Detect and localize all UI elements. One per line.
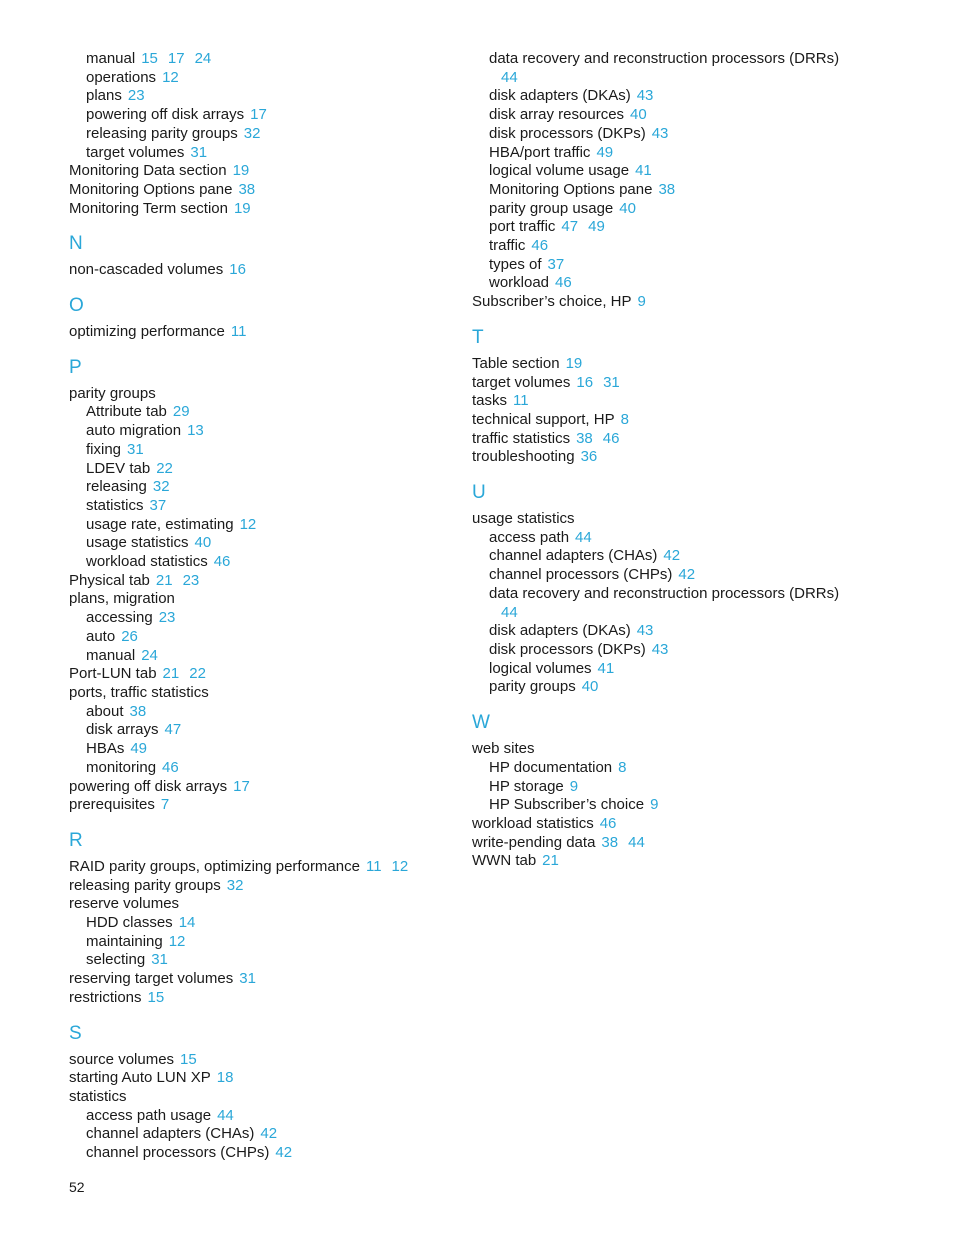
page-link[interactable]: 46 xyxy=(599,814,617,832)
page-link[interactable]: 37 xyxy=(547,255,565,273)
index-entry xyxy=(69,665,469,684)
index-term: data recovery and reconstruction processors (DRRs) xyxy=(489,584,840,602)
page-link[interactable]: 9 xyxy=(650,796,659,814)
index-term: powering off disk arrays xyxy=(86,106,245,124)
index-subentry xyxy=(69,914,469,933)
index-term: restrictions xyxy=(69,988,142,1006)
page-link[interactable]: 18 xyxy=(216,1069,234,1087)
page-link[interactable]: 13 xyxy=(187,422,204,440)
index-term: data recovery and reconstruction processors (DRRs) xyxy=(489,50,840,67)
page-link[interactable]: 41 xyxy=(635,162,652,180)
page-link[interactable]: 42 xyxy=(275,1144,293,1162)
index-term: powering off disk arrays xyxy=(69,777,228,795)
index-term: HP storage xyxy=(489,777,564,795)
index-entry xyxy=(69,261,469,280)
index-term: manual xyxy=(86,50,136,67)
page-link[interactable]: 31 xyxy=(151,951,168,969)
index-term: types of xyxy=(489,255,542,273)
page-link[interactable]: 38 xyxy=(238,180,256,198)
index-entry xyxy=(69,1088,469,1107)
index-entry xyxy=(472,430,892,449)
page-link[interactable]: 19 xyxy=(233,199,251,217)
index-term: disk array resources xyxy=(489,106,625,124)
index-subentry xyxy=(472,200,892,219)
page-link[interactable]: 46 xyxy=(602,429,620,447)
index-letter-heading: T xyxy=(472,326,484,348)
index-term: HP documentation xyxy=(489,758,613,776)
index-subentry xyxy=(69,1107,469,1126)
index-entry xyxy=(69,162,469,181)
index-subentry xyxy=(69,460,469,479)
page-link[interactable]: 38 xyxy=(129,702,147,720)
index-term: starting Auto LUN XP xyxy=(69,1069,211,1087)
index-term: about xyxy=(86,702,124,720)
index-subentry xyxy=(69,609,469,628)
index-subentry xyxy=(69,516,469,535)
index-continuation xyxy=(489,604,892,623)
index-entry xyxy=(472,355,892,374)
index-term: HP Subscriber’s choice xyxy=(489,796,645,814)
page-link[interactable]: 37 xyxy=(149,496,167,514)
index-subentry xyxy=(472,218,892,237)
index-subentry xyxy=(69,759,469,778)
index-subentry xyxy=(472,678,892,697)
index-term: disk adapters (DKAs) xyxy=(489,87,631,105)
index-term: accessing xyxy=(86,609,153,627)
index-term: HBAs xyxy=(86,740,125,758)
index-term: Monitoring Term section xyxy=(69,199,228,217)
index-term: Attribute tab xyxy=(86,403,167,421)
index-term: HBA/port traffic xyxy=(489,143,591,161)
index-subentry xyxy=(69,441,469,460)
index-subentry xyxy=(472,50,892,87)
page-link[interactable]: 21 xyxy=(155,571,173,589)
index-term: parity groups xyxy=(489,678,576,696)
index-term: tasks xyxy=(472,392,508,410)
index-subentry xyxy=(472,87,892,106)
index-subentry xyxy=(472,181,892,200)
index-subentry xyxy=(69,1144,469,1163)
index-subentry xyxy=(69,933,469,952)
page-number: 52 xyxy=(69,1179,85,1195)
page-link[interactable]: 44 xyxy=(217,1106,234,1124)
page-link[interactable]: 26 xyxy=(121,627,138,645)
index-term: access path usage xyxy=(86,1106,212,1124)
index-letter-heading: U xyxy=(472,482,486,504)
index-term: channel processors (CHPs) xyxy=(489,566,673,584)
index-term: usage rate, estimating xyxy=(86,515,234,533)
index-term: channel adapters (CHAs) xyxy=(86,1125,255,1143)
page-link[interactable]: 49 xyxy=(588,218,605,236)
index-letter-heading: S xyxy=(69,1022,82,1044)
page-link[interactable]: 12 xyxy=(391,857,409,875)
index-entry xyxy=(472,392,892,411)
page-link[interactable]: 42 xyxy=(663,547,681,565)
index-entry xyxy=(472,293,892,312)
page-link[interactable]: 43 xyxy=(651,640,669,658)
index-term: channel processors (CHPs) xyxy=(86,1144,270,1162)
index-subentry xyxy=(472,125,892,144)
page-link[interactable]: 32 xyxy=(152,478,170,496)
page-link[interactable]: 38 xyxy=(576,429,593,447)
index-term: Subscriber’s choice, HP xyxy=(472,293,632,311)
index-subentry xyxy=(69,106,469,125)
index-subentry xyxy=(472,585,892,622)
index-term: usage statistics xyxy=(472,510,575,528)
index-entry xyxy=(472,834,892,853)
index-term: statistics xyxy=(69,1087,127,1105)
index-term: workload xyxy=(489,274,550,292)
page-link[interactable]: 31 xyxy=(127,440,144,458)
index-subentry xyxy=(472,796,892,815)
index-entry xyxy=(69,796,469,815)
page-link[interactable]: 21 xyxy=(162,665,180,683)
index-term: traffic xyxy=(489,237,526,255)
index-term: web sites xyxy=(472,740,535,758)
page-link[interactable]: 38 xyxy=(658,180,676,198)
page-link[interactable]: 43 xyxy=(651,124,669,142)
index-term: troubleshooting xyxy=(472,448,575,466)
page-link[interactable]: 21 xyxy=(542,852,559,870)
index-subentry xyxy=(472,660,892,679)
index-subentry xyxy=(69,553,469,572)
page-link[interactable]: 29 xyxy=(172,403,190,421)
index-subentry xyxy=(472,759,892,778)
index-term: channel adapters (CHAs) xyxy=(489,547,658,565)
index-entry xyxy=(69,590,469,609)
page-link[interactable]: 32 xyxy=(243,124,261,142)
index-term: workload statistics xyxy=(472,814,594,832)
index-entry xyxy=(69,181,469,200)
page-link[interactable]: 40 xyxy=(630,106,647,124)
index-letter-heading: R xyxy=(69,829,83,851)
index-continuation xyxy=(489,69,892,88)
page-link[interactable]: 12 xyxy=(162,68,179,86)
index-letter-heading: O xyxy=(69,295,84,317)
index-term: disk adapters (DKAs) xyxy=(489,622,631,640)
page-link[interactable]: 43 xyxy=(636,87,654,105)
page-link[interactable]: 44 xyxy=(501,68,518,86)
page-link[interactable]: 17 xyxy=(250,106,267,124)
index-term: reserving target volumes xyxy=(69,970,234,988)
index-subentry xyxy=(472,641,892,660)
page-link[interactable]: 31 xyxy=(239,970,256,988)
index-term: WWN tab xyxy=(472,852,537,870)
page-link[interactable]: 11 xyxy=(230,323,247,341)
index-subentry xyxy=(69,1125,469,1144)
index-term: RAID parity groups, optimizing performance xyxy=(69,857,360,875)
index-letter-heading: N xyxy=(69,233,83,255)
index-term: releasing parity groups xyxy=(86,124,238,142)
page-link[interactable]: 22 xyxy=(189,665,206,683)
index-entry xyxy=(472,740,892,759)
index-entry xyxy=(69,778,469,797)
index-subentry xyxy=(472,274,892,293)
page-link[interactable]: 12 xyxy=(239,515,257,533)
page-link[interactable]: 46 xyxy=(531,237,549,255)
index-subentry xyxy=(69,403,469,422)
index-subentry xyxy=(69,534,469,553)
page-link[interactable]: 44 xyxy=(575,528,592,546)
index-entry xyxy=(69,323,469,342)
index-term: technical support, HP xyxy=(472,410,615,428)
index-term: disk arrays xyxy=(86,721,159,739)
index-term: prerequisites xyxy=(69,796,155,814)
index-term: ports, traffic statistics xyxy=(69,683,209,701)
page-link[interactable]: 32 xyxy=(226,876,244,894)
page-link[interactable]: 7 xyxy=(160,796,170,814)
index-entry xyxy=(472,411,892,430)
index-subentry xyxy=(69,951,469,970)
page-link[interactable]: 31 xyxy=(603,373,620,391)
index-term: Port-LUN tab xyxy=(69,665,157,683)
index-entry xyxy=(69,200,469,219)
index-subentry xyxy=(69,740,469,759)
page-link[interactable]: 40 xyxy=(581,678,599,696)
page-link[interactable]: 46 xyxy=(213,553,231,571)
page-link[interactable]: 40 xyxy=(619,199,636,217)
page-link[interactable]: 43 xyxy=(636,622,654,640)
page-link[interactable]: 17 xyxy=(167,50,185,67)
index-term: Monitoring Options pane xyxy=(489,180,653,198)
page-link[interactable]: 15 xyxy=(147,988,165,1006)
page-link[interactable]: 8 xyxy=(618,758,627,776)
page-link[interactable]: 44 xyxy=(628,833,645,851)
index-term: releasing parity groups xyxy=(69,876,221,894)
index-term: HDD classes xyxy=(86,914,173,932)
index-subentry xyxy=(472,566,892,585)
index-subentry xyxy=(472,529,892,548)
index-entry xyxy=(472,510,892,529)
page-link[interactable]: 11 xyxy=(513,392,529,410)
index-term: fixing xyxy=(86,440,122,458)
page-link[interactable]: 15 xyxy=(141,50,158,67)
index-term: write-pending data xyxy=(472,833,596,851)
index-entry xyxy=(69,1069,469,1088)
page-link[interactable]: 19 xyxy=(565,354,583,372)
index-term: port traffic xyxy=(489,218,556,236)
index-term: parity group usage xyxy=(489,199,614,217)
page-link[interactable]: 17 xyxy=(233,777,250,795)
index-subentry xyxy=(472,256,892,275)
index-entry xyxy=(69,970,469,989)
page-link[interactable]: 9 xyxy=(569,777,579,795)
index-column-right xyxy=(472,50,892,871)
index-subentry xyxy=(472,144,892,163)
index-entry xyxy=(69,877,469,896)
index-subentry xyxy=(69,69,469,88)
index-subentry xyxy=(69,497,469,516)
index-term: disk processors (DKPs) xyxy=(489,640,646,658)
page-link[interactable]: 22 xyxy=(156,459,173,477)
index-term: usage statistics xyxy=(86,534,189,552)
index-subentry xyxy=(472,622,892,641)
index-entry xyxy=(472,815,892,834)
page-link[interactable]: 24 xyxy=(194,50,212,67)
index-subentry xyxy=(69,125,469,144)
index-term: disk processors (DKPs) xyxy=(489,124,646,142)
index-subentry xyxy=(69,50,469,69)
page-link[interactable]: 8 xyxy=(620,410,629,428)
page-link[interactable]: 47 xyxy=(164,721,182,739)
page-link[interactable]: 19 xyxy=(232,162,250,180)
index-term: target volumes xyxy=(472,373,571,391)
index-subentry xyxy=(472,778,892,797)
index-term: workload statistics xyxy=(86,553,208,571)
index-subentry xyxy=(472,162,892,181)
index-subentry xyxy=(472,237,892,256)
index-term: monitoring xyxy=(86,758,157,776)
index-term: LDEV tab xyxy=(86,459,151,477)
page-link[interactable]: 11 xyxy=(365,857,382,875)
index-subentry xyxy=(69,647,469,666)
page-link[interactable]: 49 xyxy=(130,740,148,758)
index-term: access path xyxy=(489,528,570,546)
index-term: reserve volumes xyxy=(69,895,180,913)
page-link[interactable]: 16 xyxy=(576,373,594,391)
index-subentry xyxy=(69,721,469,740)
page-link[interactable]: 46 xyxy=(555,274,572,292)
index-term: maintaining xyxy=(86,932,163,950)
page-link[interactable]: 23 xyxy=(182,571,200,589)
index-subentry xyxy=(472,547,892,566)
index-entry xyxy=(69,858,469,877)
index-term: Physical tab xyxy=(69,571,150,589)
index-column-left xyxy=(69,50,469,1163)
index-entry xyxy=(69,385,469,404)
index-letter-heading: P xyxy=(69,356,82,378)
index-term: parity groups xyxy=(69,384,156,402)
page-link[interactable]: 23 xyxy=(158,609,176,627)
page-link[interactable]: 41 xyxy=(597,659,615,677)
page-link[interactable]: 9 xyxy=(637,293,646,311)
page-link[interactable]: 42 xyxy=(678,566,696,584)
page-link[interactable]: 36 xyxy=(580,448,598,466)
index-term: auto migration xyxy=(86,422,182,440)
index-entry xyxy=(69,572,469,591)
index-entry xyxy=(69,895,469,914)
index-term: non-cascaded volumes xyxy=(69,261,224,279)
index-entry xyxy=(69,1051,469,1070)
index-subentry xyxy=(472,106,892,125)
index-entry xyxy=(472,852,892,871)
index-term: logical volume usage xyxy=(489,162,630,180)
index-entry xyxy=(69,989,469,1008)
index-letter-heading: W xyxy=(472,712,490,734)
page-link[interactable]: 44 xyxy=(501,603,518,621)
index-subentry xyxy=(69,478,469,497)
index-entry xyxy=(472,374,892,393)
page-link[interactable]: 38 xyxy=(601,833,619,851)
index-term: logical volumes xyxy=(489,659,592,677)
page-link[interactable]: 23 xyxy=(127,87,145,105)
index-subentry xyxy=(69,703,469,722)
index-subentry xyxy=(69,422,469,441)
page-link[interactable]: 14 xyxy=(178,914,196,932)
index-term: Table section xyxy=(472,354,560,372)
index-term: traffic statistics xyxy=(472,429,571,447)
page-link[interactable]: 12 xyxy=(168,932,186,950)
page-link[interactable]: 40 xyxy=(194,534,212,552)
page-link[interactable]: 16 xyxy=(229,261,246,279)
index-term: manual xyxy=(86,646,136,664)
index-term: plans, migration xyxy=(69,590,175,608)
index-term: source volumes xyxy=(69,1050,175,1068)
index-subentry xyxy=(69,87,469,106)
index-term: plans xyxy=(86,87,122,105)
page-link[interactable]: 42 xyxy=(260,1125,278,1143)
index-entry xyxy=(69,684,469,703)
index-subentry xyxy=(69,144,469,163)
index-term: Monitoring Options pane xyxy=(69,180,233,198)
index-term: releasing xyxy=(86,478,147,496)
index-term: selecting xyxy=(86,951,146,969)
index-term: auto xyxy=(86,627,116,645)
index-term: target volumes xyxy=(86,143,185,161)
index-subentry xyxy=(69,628,469,647)
page-link[interactable]: 46 xyxy=(162,758,179,776)
index-term: optimizing performance xyxy=(69,323,225,341)
page-link[interactable]: 24 xyxy=(141,646,158,664)
index-entry xyxy=(472,448,892,467)
page-link[interactable]: 15 xyxy=(180,1050,197,1068)
index-term: Monitoring Data section xyxy=(69,162,227,180)
index-term: operations xyxy=(86,68,157,86)
index-term: statistics xyxy=(86,496,144,514)
page-link[interactable]: 47 xyxy=(561,218,579,236)
page-link[interactable]: 49 xyxy=(596,143,614,161)
page-link[interactable]: 31 xyxy=(190,143,208,161)
